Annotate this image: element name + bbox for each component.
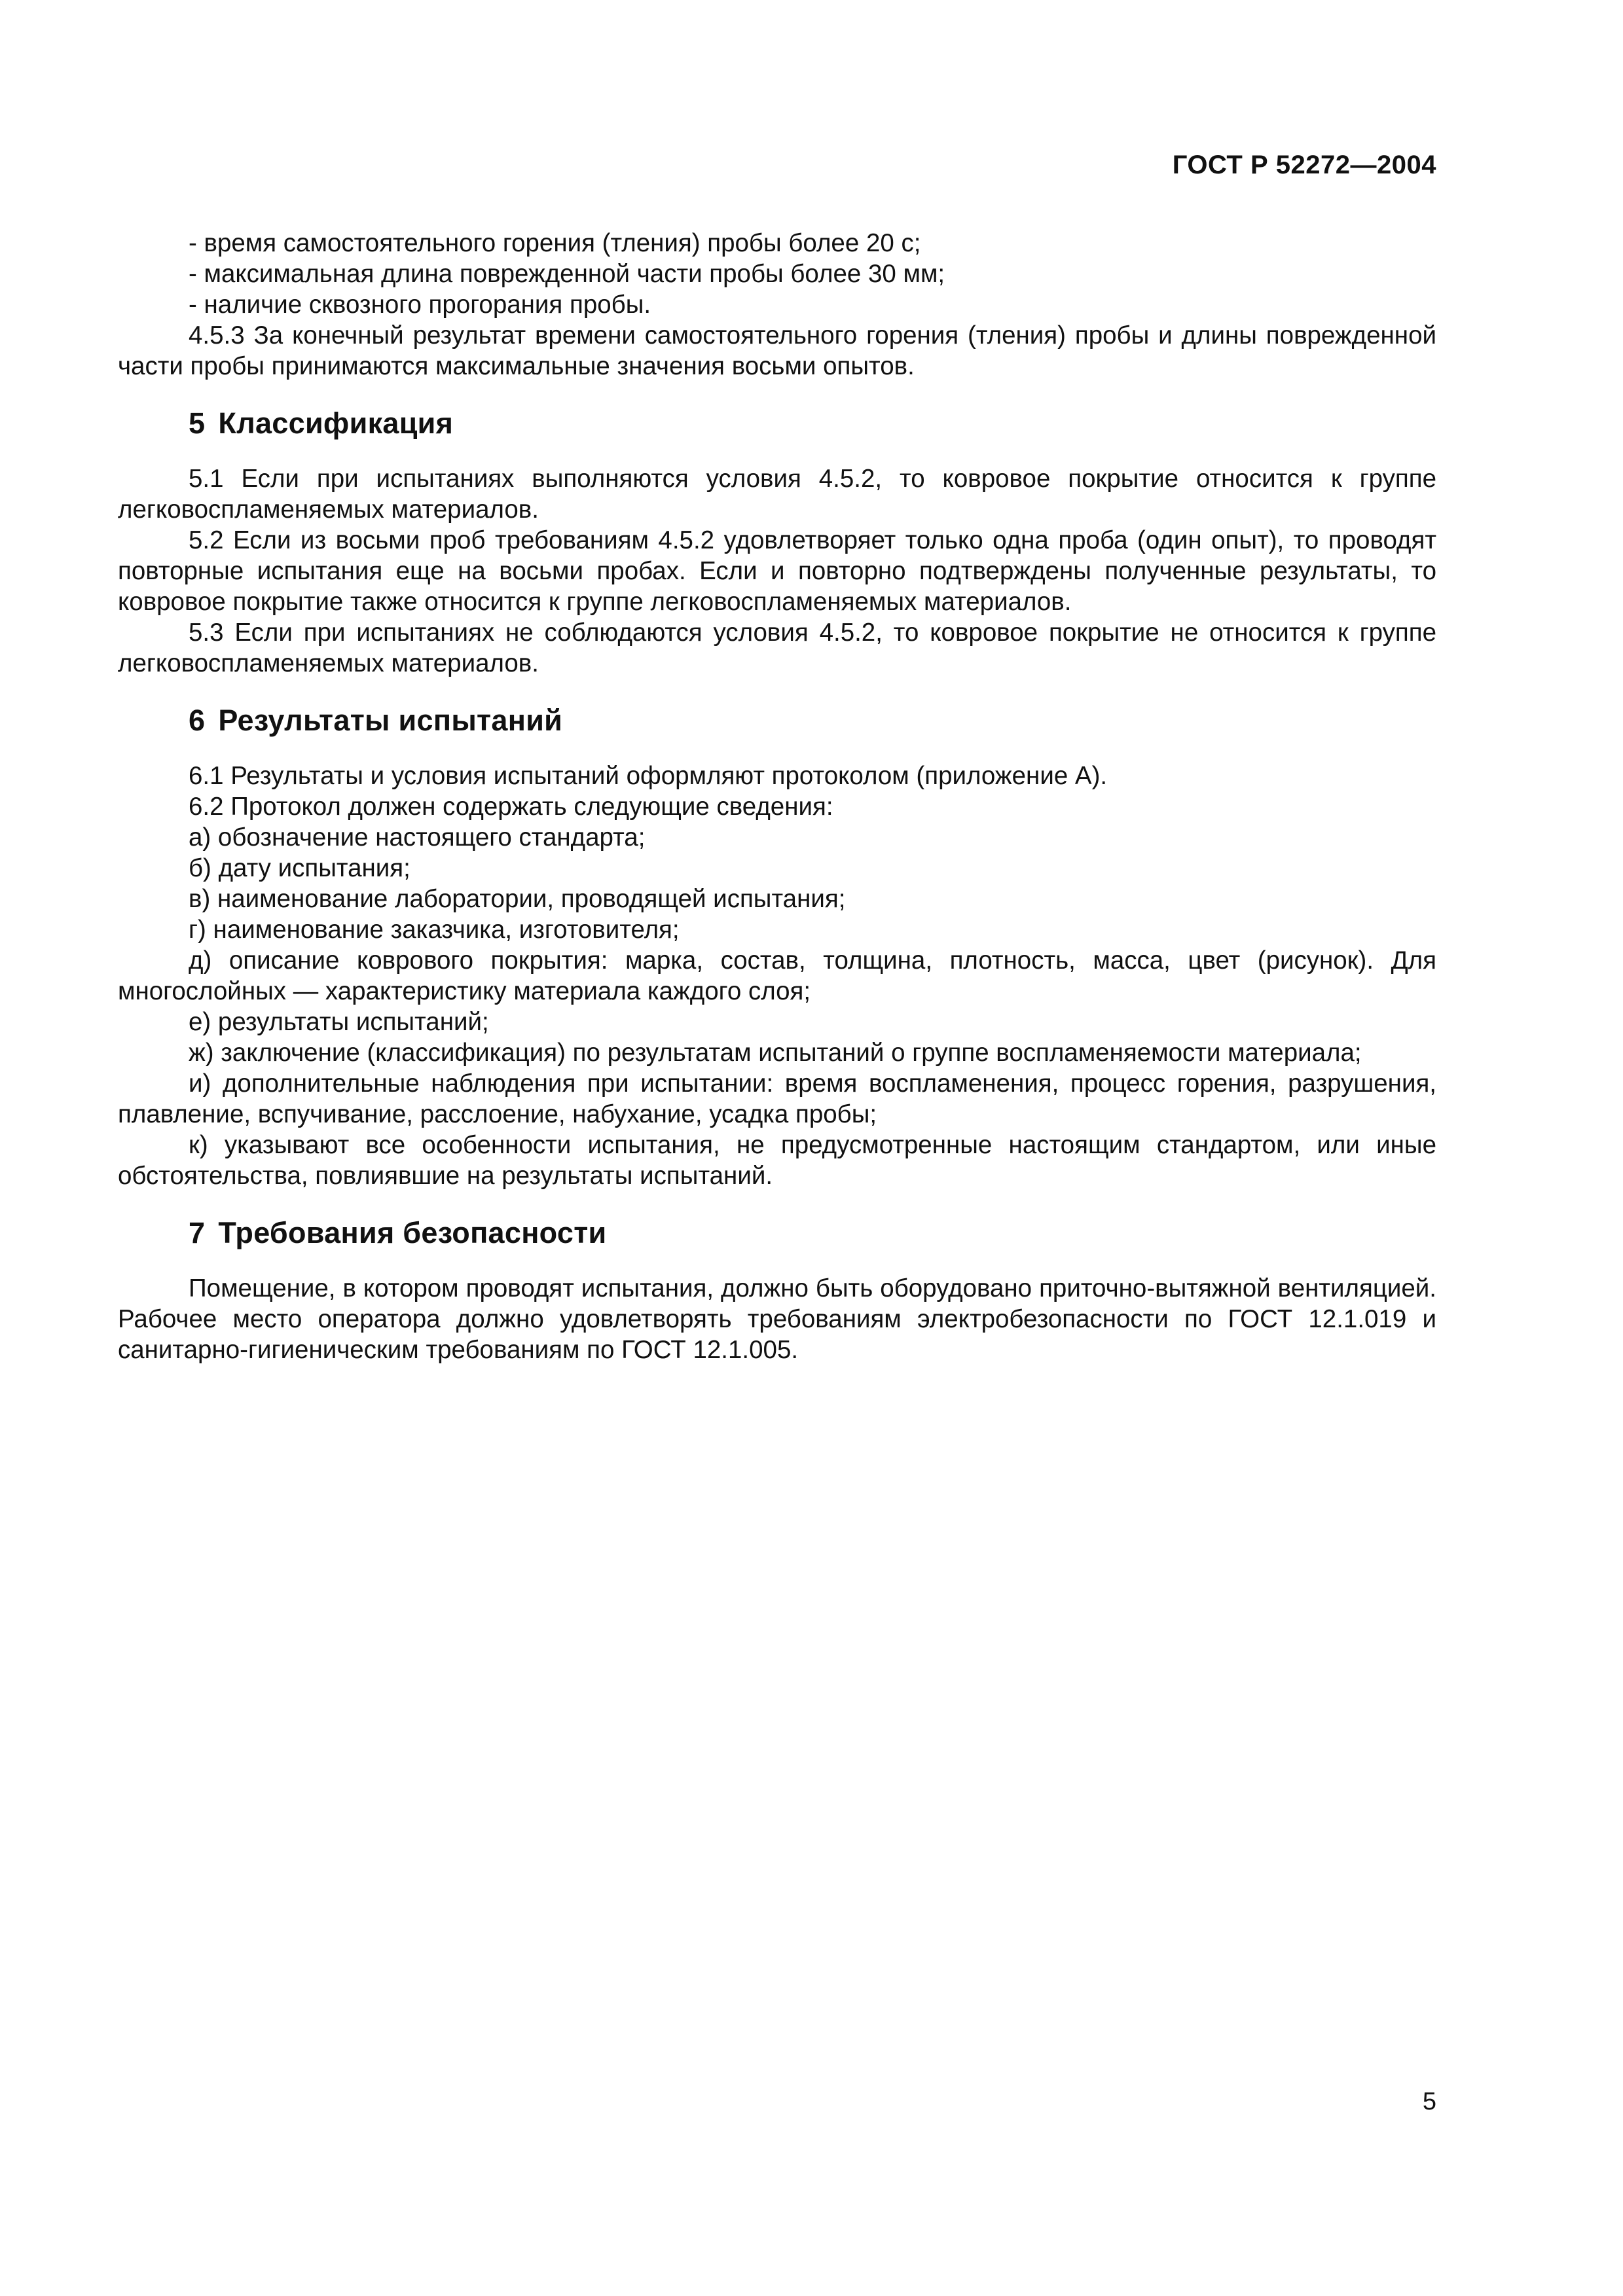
section5-paragraph: 5.1 Если при испытаниях выполняются условия 4.5.2, то ковровое покрытие относится к группе легковоспламеняемых материалов. <box>118 465 1436 524</box>
section6-list-item: а) обозначение настоящего стандарта; <box>189 823 646 852</box>
section5-paragraph: 5.3 Если при испытаниях не соблюдаются условия 4.5.2, то ковровое покрытие не относится к группе легковоспламеняемых материалов. <box>118 619 1436 677</box>
section6-list-item: в) наименование лаборатории, проводящей испытания; <box>189 885 846 913</box>
section-title: Классификация <box>218 406 454 440</box>
section6-list-item: е) результаты испытаний; <box>189 1008 489 1036</box>
document-id-header: ГОСТ Р 52272—2004 <box>1172 151 1436 179</box>
section6-list-item: г) наименование заказчика, изготовителя; <box>189 916 680 944</box>
section6-list-item: и) дополнительные наблюдения при испытании: время воспламенения, процесс горения, разрушения, плавление, вспучивание, расслоение, набухание, усадка пробы; <box>118 1069 1436 1128</box>
section-heading-safety-requirements <box>118 1215 1436 1251</box>
section6-paragraph: 6.2 Протокол должен содержать следующие сведения: <box>189 793 833 821</box>
intro-paragraph: - время самостоятельного горения (тления) пробы более 20 с; <box>189 229 921 257</box>
section-heading-classification <box>118 406 1436 441</box>
section6-list-item: б) дату испытания; <box>189 854 410 882</box>
page-number: 5 <box>1422 2088 1436 2115</box>
intro-paragraph: 4.5.3 За конечный результат времени самостоятельного горения (тления) пробы и длины поврежденной части пробы принимаются максимальные значения восьми опытов. <box>118 321 1436 380</box>
section5-paragraph: 5.2 Если из восьми проб требованиям 4.5.2 удовлетворяет только одна проба (один опыт), то проводят повторные испытания еще на восьми пробах. Если и повторно подтверждены полученные результаты, то ковровое покрытие также относится к группе легковоспламеняемых материалов. <box>118 526 1436 616</box>
section-title: Результаты испытаний <box>218 704 563 737</box>
section-title: Требования безопасности <box>218 1216 607 1249</box>
section6-list-item: к) указывают все особенности испытания, не предусмотренные настоящим стандартом, или иные обстоятельства, повлиявшие на результаты испытаний. <box>118 1131 1436 1190</box>
section6-list-item: д) описание коврового покрытия: марка, состав, толщина, плотность, масса, цвет (рисунок). Для многослойных — характеристику материала каждого слоя; <box>118 946 1436 1005</box>
intro-paragraph: - максимальная длина поврежденной части пробы более 30 мм; <box>189 260 945 288</box>
section-number: 6 <box>189 704 206 737</box>
document-page <box>118 0 1436 2296</box>
section7-paragraph: Помещение, в котором проводят испытания, должно быть оборудовано приточно-вытяжной вентиляцией. Рабочее место оператора должно удовлетворять требованиям электробезопасности по ГОСТ 12.1.019 и санитарно-гигиеническим требованиям по ГОСТ 12.1.005. <box>118 1274 1436 1364</box>
section-heading-test-results <box>118 703 1436 738</box>
section6-list-item: ж) заключение (классификация) по результатам испытаний о группе воспламеняемости материала; <box>189 1039 1362 1067</box>
document-body <box>118 228 1436 1365</box>
section-number: 7 <box>189 1216 206 1249</box>
section-number: 5 <box>189 406 206 440</box>
intro-paragraph: - наличие сквозного прогорания пробы. <box>189 291 651 319</box>
section6-paragraph: 6.1 Результаты и условия испытаний оформляют протоколом (приложение А). <box>189 762 1108 790</box>
